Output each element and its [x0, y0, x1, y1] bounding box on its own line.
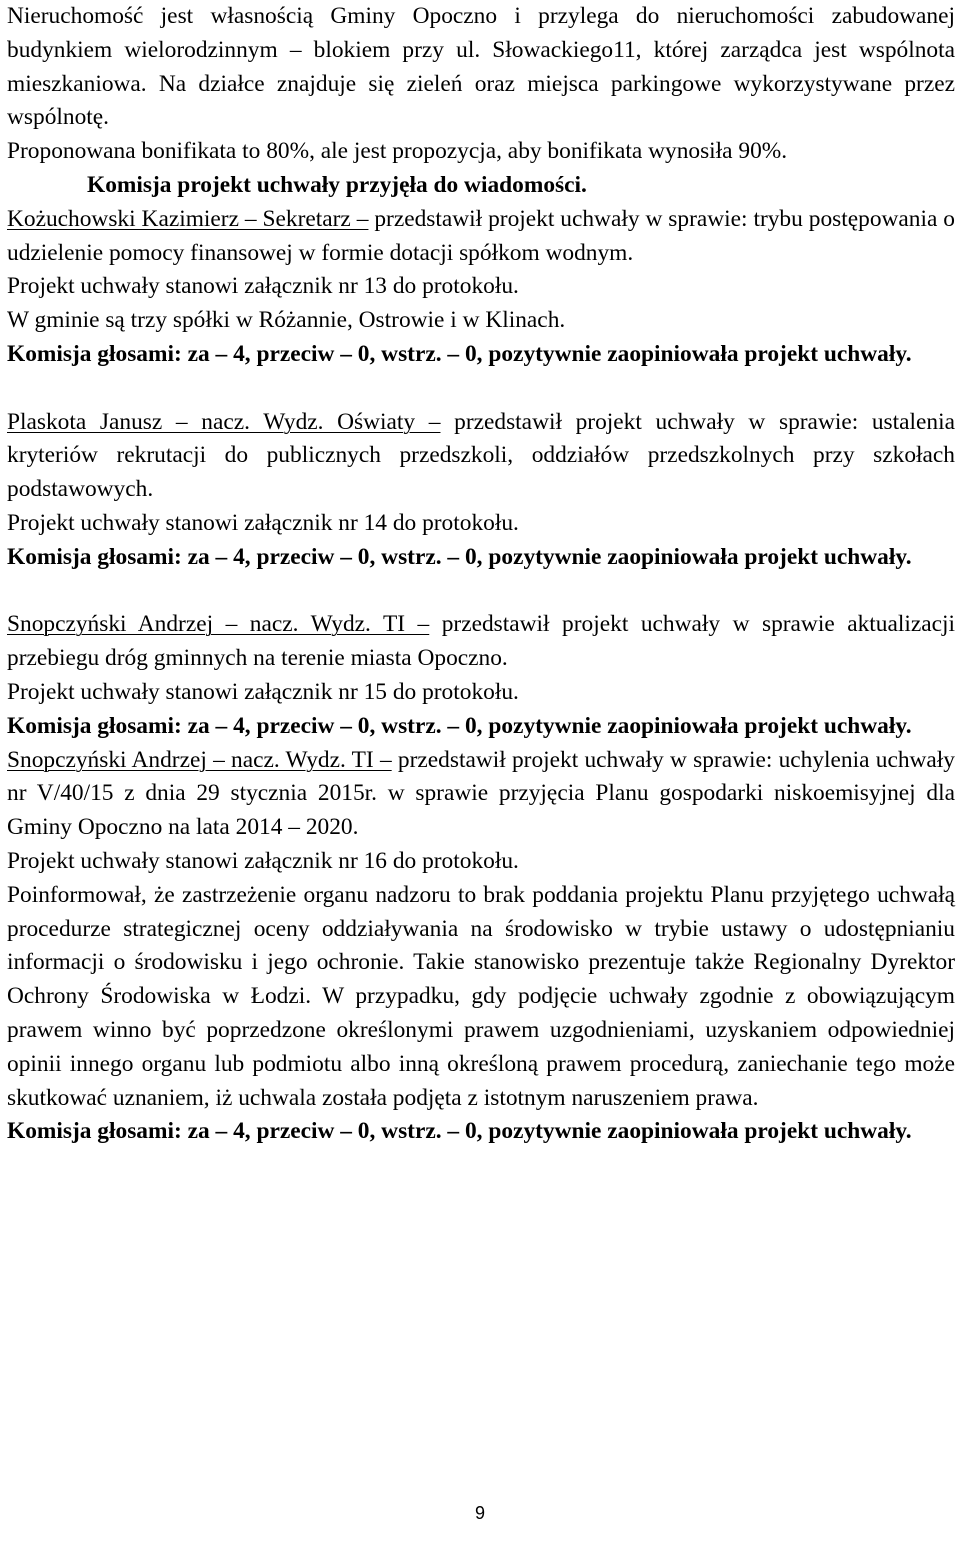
section-3-vote: Komisja głosami: za – 4, przeciw – 0, wstrz. – 0, pozytywnie zaopiniowała projekt uchwały.: [7, 712, 912, 739]
komisja-wiadomosci: Komisja projekt uchwały przyjęła do wiadomości.: [87, 171, 587, 198]
section-4-info: Poinformował, że zastrzeżenie organu nadzoru to brak poddania projektu Planu przyjętego uchwałą procedurze strategicznej oceny oddziaływania na środowisko w trybie ustawy o udostępnianiu informacji o środowisku i jego ochronie. Takie stanowisko prezentuje także Regionalny Dyrektor Ochrony Środowiska w Łodzi. W przypadku, gdy podjęcie uchwały zgodnie z obowiązującym prawem winno być poprzedzone określonymi prawem uzgodnieniami, uzyskaniem odpowiedniej opinii innego organu lub podmiotu albo inną określoną prawem procedurą, zaniechanie tego może skutkować uznaniem, iż uchwala została podjęta z istotnym naruszeniem prawa.: [7, 881, 955, 1111]
section-4-vote: Komisja głosami: za – 4, przeciw – 0, wstrz. – 0, pozytywnie zaopiniowała projekt uchwały.: [7, 1118, 912, 1145]
section-2-vote: Komisja głosami: za – 4, przeciw – 0, wstrz. – 0, pozytywnie zaopiniowała projekt uchwały.: [7, 543, 912, 570]
section-1-note: W gminie są trzy spółki w Różannie, Ostrowie i w Klinach.: [7, 307, 566, 334]
section-4-attachment: Projekt uchwały stanowi załącznik nr 16 do protokołu.: [7, 847, 519, 874]
section-1-vote: Komisja głosami: za – 4, przeciw – 0, wstrz. – 0, pozytywnie zaopiniowała projekt uchwały.: [7, 340, 912, 367]
section-1-text: przedstawił projekt uchwały w sprawie: trybu postępowania o udzielenie pomocy finansowej w formie dotacji spółkom wodnym.: [7, 205, 955, 266]
spacer: [7, 372, 955, 406]
page-number: 9: [474, 1503, 485, 1523]
section-2-text: przedstawił projekt uchwały w sprawie: ustalenia kryteriów rekrutacji do publicznych przedszkoli, oddziałów przedszkolnych przy szkołach podstawowych.: [7, 408, 956, 503]
top-paragraph: Nieruchomość jest własnością Gminy Opoczno i przylega do nieruchomości zabudowanej budynkiem wielorodzinnym – blokiem przy ul. Słowackiego11, której zarządca jest wspólnota mieszkaniowa. Na działce znajduje się zieleń oraz miejsca parkingowe wykorzystywane przez wspólnotę.: [7, 3, 955, 131]
section-4-speaker: Snopczyński Andrzej – nacz. Wydz. TI –: [7, 746, 392, 773]
section-3-speaker: Snopczyński Andrzej – nacz. Wydz. TI –: [7, 611, 430, 638]
spacer: [7, 575, 955, 609]
section-1-speaker: Kożuchowski Kazimierz – Sekretarz –: [7, 205, 369, 232]
document-page: [7, 0, 955, 1149]
section-1-attachment: Projekt uchwały stanowi załącznik nr 13 do protokołu.: [7, 273, 519, 300]
section-4-intro: [7, 744, 955, 845]
section-4-text: przedstawił projekt uchwały w sprawie: uchylenia uchwały nr V/40/15 z dnia 29 stycznia 2015r. w sprawie przyjęcia Planu gospodarki niskoemisyjnej dla Gminy Opoczno na lata 2014 – 2020.: [7, 746, 955, 841]
section-2-attachment: Projekt uchwały stanowi załącznik nr 14 do protokołu.: [7, 509, 519, 536]
bonus-paragraph: Proponowana bonifikata to 80%, ale jest propozycja, aby bonifikata wynosiła 90%.: [7, 138, 788, 165]
section-1-intro: [7, 203, 955, 271]
section-3-intro: [7, 608, 955, 676]
section-3-attachment: Projekt uchwały stanowi załącznik nr 15 do protokołu.: [7, 678, 519, 705]
section-2-speaker: Plaskota Janusz – nacz. Wydz. Oświaty –: [7, 408, 441, 435]
section-2-intro: [7, 406, 955, 507]
section-3-text: przedstawił projekt uchwały w sprawie aktualizacji przebiegu dróg gminnych na terenie miasta Opoczno.: [7, 611, 956, 672]
